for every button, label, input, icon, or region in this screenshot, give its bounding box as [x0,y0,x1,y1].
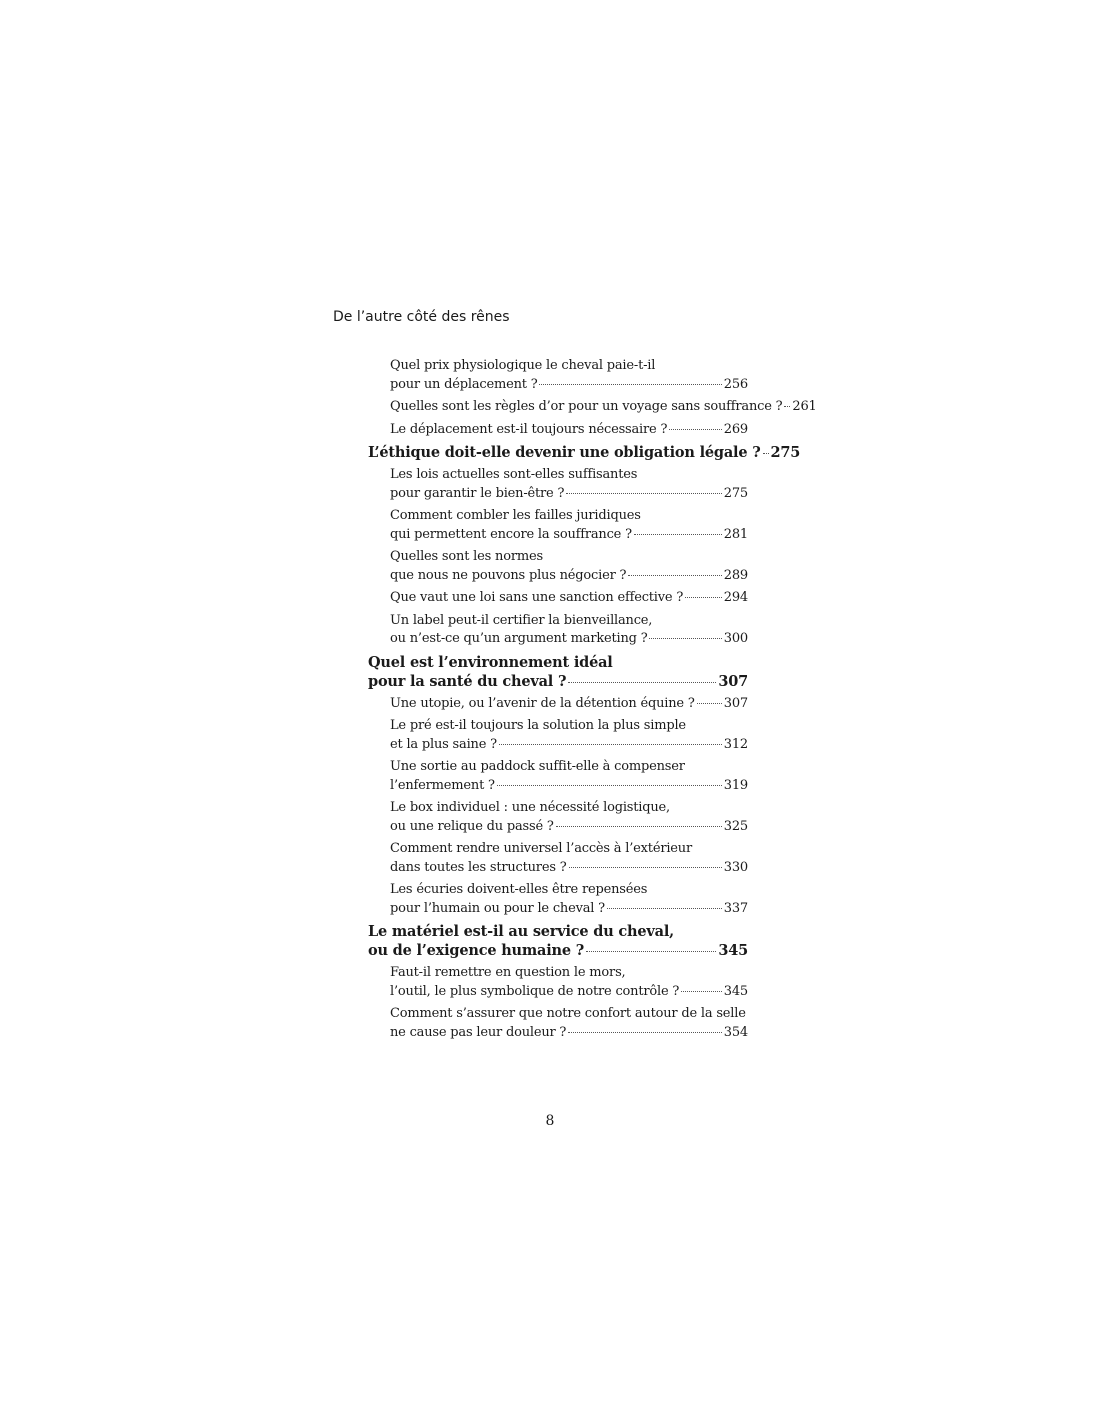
toc-entry-line [390,357,748,376]
toc-entry-line [390,466,748,485]
toc-entry-line [390,799,748,818]
toc-entry-title: dans toutes les structures ? [390,859,567,875]
toc-entry-title: Comment s’assurer que notre confort autour de la selle [390,1006,746,1021]
toc-section-entry [368,799,748,836]
toc-page-number: 256 [723,376,748,392]
toc-entry-line [390,983,748,1002]
toc-page-number: 312 [723,736,748,752]
dot-leader [566,493,722,494]
dot-leader [628,575,722,576]
dot-leader [763,453,769,454]
toc-entry-line [390,859,748,878]
toc-page-number: 269 [723,421,748,437]
toc-entry-line [390,964,748,983]
toc-page-number: 275 [770,444,801,461]
toc-entry-title: et la plus saine ? [390,736,497,752]
toc-page-number: 307 [723,695,748,711]
toc-entry-line [390,612,748,631]
toc-entry-title: Quel est l’environnement idéal [368,653,613,671]
toc-entry-line [368,653,748,672]
toc-entry-title: Un label peut-il certifier la bienveillance, [390,612,653,628]
toc-page-number: 261 [792,399,817,414]
toc-entry-title: Comment rendre universel l’accès à l’extérieur [390,841,692,856]
toc-entry-title: Faut-il remettre en question le mors, [390,965,626,980]
toc-entry-line [390,376,748,395]
toc-entry-line [390,900,748,919]
toc-entry-title: Le matériel est-il au service du cheval, [368,923,674,940]
toc-entry-title: Une utopie, ou l’avenir de la détention équine ? [390,695,695,711]
toc-entry-title: Une sortie au paddock suffit-elle à compenser [390,759,685,774]
toc-section-entry [368,1005,748,1042]
toc-section-entry [368,466,748,503]
toc-entry-title: pour garantir le bien-être ? [390,485,565,501]
toc-chapter-entry [368,443,801,462]
toc-entry-line [368,443,801,462]
running-head: De l’autre côté des rênes [333,309,510,325]
dot-leader [568,682,716,683]
toc-page-number: 345 [718,942,748,959]
dot-leader [539,384,721,385]
toc-page-number: 275 [723,485,748,501]
dot-leader [497,785,722,786]
toc-entry-title: pour un déplacement ? [390,376,538,392]
toc-section-entry [368,357,748,394]
toc-entry-line [390,421,748,440]
toc-entry-title: Quelles sont les règles d’or pour un voyage sans souffrance ? [390,399,783,414]
toc-entry-line [390,717,748,736]
toc-section-entry [368,881,748,918]
toc-page-number: 330 [723,859,748,875]
toc-entry-title: Les lois actuelles sont-elles suffisantes [390,467,638,482]
dot-leader [586,951,716,952]
toc-entry-title: Quelles sont les normes [390,549,543,564]
toc-entry-line [390,507,748,526]
toc-page-number: 325 [723,818,748,834]
toc-entry-line [390,777,748,796]
toc-section-entry [368,840,748,877]
toc-entry-line [390,1024,748,1043]
toc-entry-line [368,941,748,960]
toc-page-number: 281 [723,526,748,542]
toc-entry-line [390,398,817,417]
toc-section-entry [368,717,748,754]
toc-entry-line [368,672,748,691]
toc-entry-title: Le box individuel : une nécessité logistique, [390,800,670,815]
toc-entry-title: Le déplacement est-il toujours nécessaire ? [390,421,668,437]
toc-entry-line [390,881,748,900]
toc-section-entry [368,758,748,795]
page-number: 8 [545,1113,555,1129]
dot-leader [784,406,790,407]
toc-entry-title: ou n’est-ce qu’un argument marketing ? [390,631,648,646]
toc-page-number: 289 [723,567,748,583]
toc-entry-title: L’éthique doit-elle devenir une obligation légale ? [368,444,761,461]
toc-page-number: 337 [723,900,748,916]
toc-entry-title: qui permettent encore la souffrance ? [390,526,632,542]
toc-entry-title: Que vaut une loi sans une sanction effective ? [390,590,684,605]
toc-entry-line [390,818,748,837]
dot-leader [681,991,722,992]
dot-leader [499,744,722,745]
toc-page-number: 319 [723,777,748,793]
toc-section-entry [368,398,817,417]
dot-leader [697,703,722,704]
toc-section-entry [368,589,748,608]
toc-chapter-entry [368,922,748,960]
toc-entry-title: Le pré est-il toujours la solution la plus simple [390,718,686,733]
dot-leader [634,534,722,535]
toc-entry-line [390,548,748,567]
dot-leader [669,429,722,430]
toc-page-number: 345 [723,983,748,999]
toc-entry-line [390,526,748,545]
toc-entry-line [390,1005,748,1024]
toc-chapter-entry [368,653,748,691]
toc-entry-title: ou une relique du passé ? [390,818,554,834]
toc-section-entry [368,612,748,649]
toc-entry-title: que nous ne pouvons plus négocier ? [390,567,627,583]
table-of-contents [368,357,817,1046]
toc-entry-title: Les écuries doivent-elles être repensées [390,882,648,897]
toc-entry-line [368,922,748,941]
dot-leader [685,597,722,598]
toc-entry-line [390,589,748,608]
toc-entry-line [390,758,748,777]
toc-section-entry [368,695,748,714]
toc-entry-line [390,695,748,714]
toc-section-entry [368,421,748,440]
toc-section-entry [368,548,748,585]
dot-leader [607,908,722,909]
toc-entry-line [390,567,748,586]
dot-leader [569,867,722,868]
toc-entry-title: l’enfermement ? [390,777,495,793]
dot-leader [556,826,722,827]
toc-entry-line [390,485,748,504]
toc-entry-title: pour l’humain ou pour le cheval ? [390,900,605,916]
toc-page-number: 300 [723,631,748,646]
dot-leader [649,638,721,639]
toc-entry-line [390,840,748,859]
toc-entry-title: Quel prix physiologique le cheval paie-t-il [390,358,656,373]
toc-entry-line [390,736,748,755]
toc-entry-title: ne cause pas leur douleur ? [390,1024,567,1040]
toc-section-entry [368,964,748,1001]
toc-entry-line [390,630,748,649]
toc-page-number: 354 [723,1024,748,1040]
toc-section-entry [368,507,748,544]
toc-entry-title: l’outil, le plus symbolique de notre contrôle ? [390,983,680,999]
toc-page-number: 294 [723,590,748,605]
toc-entry-title: Comment combler les failles juridiques [390,508,641,523]
toc-entry-title: ou de l’exigence humaine ? [368,942,585,959]
dot-leader [568,1032,722,1033]
toc-page-number: 307 [718,672,748,690]
toc-entry-title: pour la santé du cheval ? [368,672,567,690]
